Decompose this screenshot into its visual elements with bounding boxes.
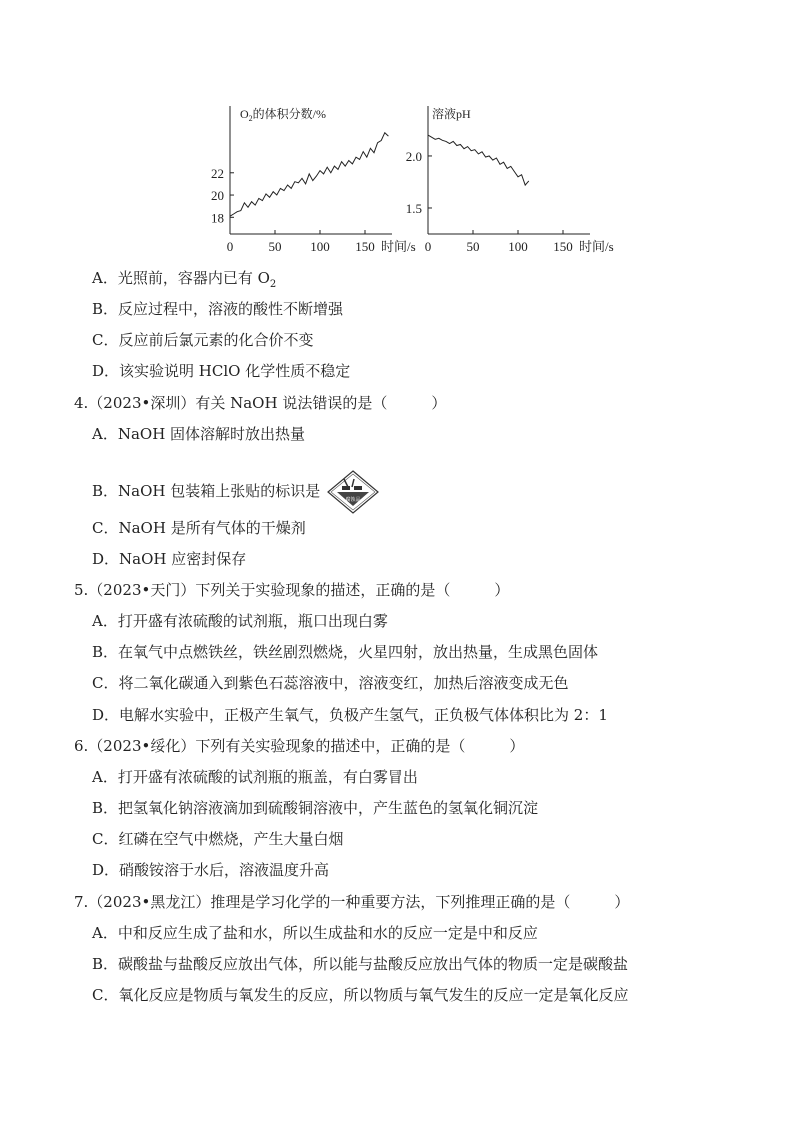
q7-option-c: C．氧化反应是物质与氧发生的反应，所以物质与氧气发生的反应一定是氧化反应 <box>92 986 629 1004</box>
x-tick-label: 150 <box>553 239 573 254</box>
q7-option-b: B．碳酸盐与盐酸反应放出气体，所以能与盐酸反应放出气体的物质一定是碳酸盐 <box>92 955 629 973</box>
q3-option-d: D．该实验说明 HClO 化学性质不稳定 <box>92 362 351 380</box>
x-tick-label: 50 <box>268 239 282 254</box>
series-line <box>428 135 529 185</box>
series-line <box>230 133 388 217</box>
x-tick-label: 50 <box>466 239 480 254</box>
q6-option-c: C．红磷在空气中燃烧，产生大量白烟 <box>92 830 344 848</box>
y-tick-label: 1.5 <box>405 200 422 216</box>
q3-option-b: B．反应过程中，溶液的酸性不断增强 <box>92 300 344 318</box>
y-tick-label: 2.0 <box>405 148 422 164</box>
corrosive-hazard-icon <box>327 470 379 514</box>
q3-option-a: A．光照前，容器内已有 $O_2$ <box>92 269 277 290</box>
q7-option-a: A．中和反应生成了盐和水，所以生成盐和水的反应一定是中和反应 <box>92 924 538 942</box>
y-tick-label: 22 <box>211 165 224 181</box>
y-tick-label: 18 <box>211 210 224 226</box>
q3-option-c: C．反应前后氯元素的化合价不变 <box>92 331 314 349</box>
x-axis-label: 时间/s <box>579 239 614 254</box>
x-tick-label: 0 <box>424 239 432 254</box>
q5-option-a: A．打开盛有浓硫酸的试剂瓶，瓶口出现白雾 <box>92 612 388 630</box>
y-axis-label: $O_2$的体积分数/% <box>240 107 327 123</box>
x-tick-label: 150 <box>355 239 375 254</box>
q7-stem: 7.（2023•黑龙江）推理是学习化学的一种重要方法，下列推理正确的是（ ） <box>74 893 630 911</box>
x-axis-label: 时间/s <box>381 239 416 254</box>
q6-stem: 6.（2023•绥化）下列有关实验现象的描述中，正确的是（ ） <box>74 737 525 755</box>
q5-stem: 5.（2023•天门）下列关于实验现象的描述，正确的是（ ） <box>74 581 510 599</box>
q4-option-a: A．NaOH 固体溶解时放出热量 <box>92 425 306 443</box>
q5-option-c: C．将二氧化碳通入到紫色石蕊溶液中，溶液变红，加热后溶液变成无色 <box>92 674 569 692</box>
q6-option-a: A．打开盛有浓硫酸的试剂瓶的瓶盖，有白雾冒出 <box>92 768 418 786</box>
x-tick-label: 100 <box>310 239 330 254</box>
hazard-label: 腐蚀品 <box>345 497 361 503</box>
q6-option-b: B．把氢氧化钠溶液滴加到硫酸铜溶液中，产生蓝色的氢氧化铜沉淀 <box>92 799 539 817</box>
x-tick-label: 0 <box>226 239 234 254</box>
q4-option-b: B．NaOH 包装箱上张贴的标识是 腐蚀品 <box>92 470 379 514</box>
ph-chart <box>400 98 614 258</box>
q4-option-c: C．NaOH 是所有气体的干燥剂 <box>92 519 306 537</box>
y-axis-label: 溶液pH <box>432 107 471 121</box>
y-tick-label: 20 <box>211 188 224 204</box>
o2-volume-chart <box>200 98 416 258</box>
q4-option-d: D．NaOH 应密封保存 <box>92 550 247 568</box>
x-tick-label: 100 <box>508 239 528 254</box>
q4-stem: 4.（2023•深圳）有关 NaOH 说法错误的是（ ） <box>74 394 447 412</box>
q5-option-b: B．在氧气中点燃铁丝，铁丝剧烈燃烧，火星四射，放出热量，生成黑色固体 <box>92 643 599 661</box>
q5-option-d: D．电解水实验中，正极产生氧气，负极产生氢气，正负极气体体积比为 2：1 <box>92 706 608 724</box>
q6-option-d: D．硝酸铵溶于水后，溶液温度升高 <box>92 861 330 879</box>
